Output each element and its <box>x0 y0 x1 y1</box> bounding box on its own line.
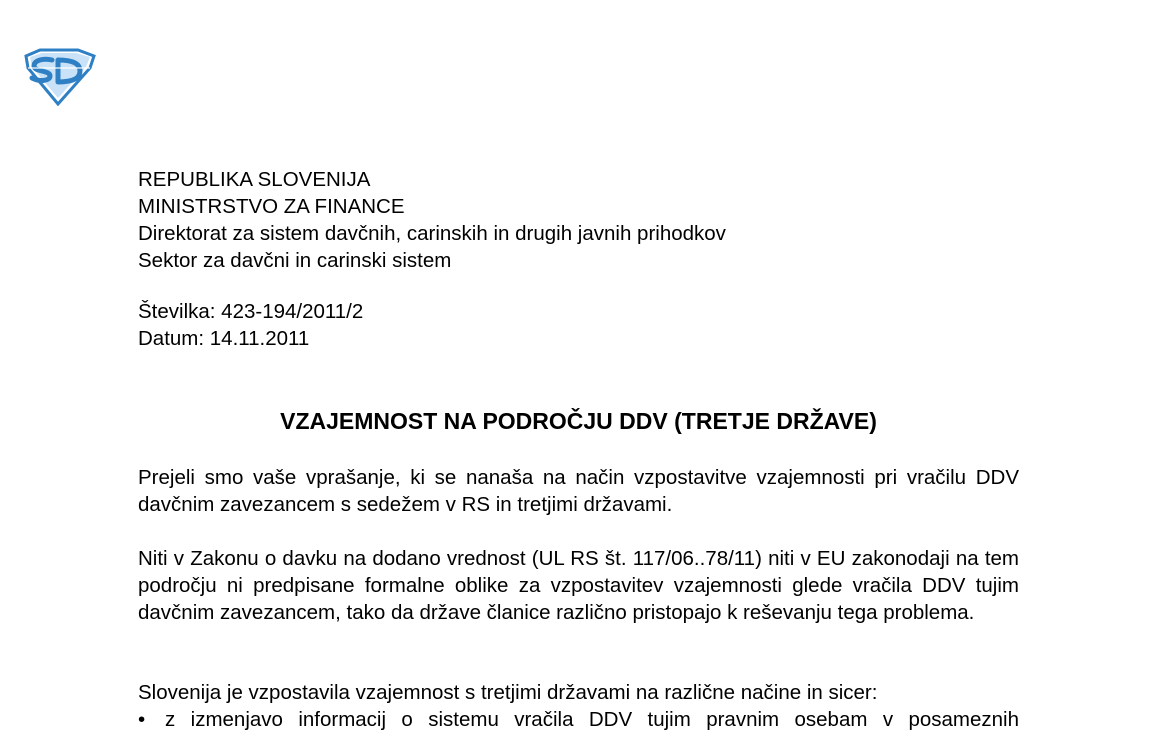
sender-header <box>138 166 726 274</box>
header-directorate: Direktorat za sistem davčnih, carinskih in drugih javnih prihodkov <box>138 222 726 245</box>
header-ministry: MINISTRSTVO ZA FINANCE <box>138 195 405 218</box>
list-item-text: z izmenjavo informacij o sistemu vračila DDV tujim pravnim osebam v posameznih <box>165 708 1019 731</box>
sd-logo-icon <box>22 48 96 106</box>
header-country: REPUBLIKA SLOVENIJA <box>138 168 371 191</box>
paragraph-2: Niti v Zakonu o davku na dodano vrednost (UL RS št. 117/06..78/11) niti v EU zakonodaji na tem področju ni predpisane formalne oblike za vzpostavitev vzajemnosti glede vračila DDV tujim davčnim zavezancem, tako da države članice različno pristopajo k reševanju tega problema. <box>138 547 1019 624</box>
header-sector: Sektor za davčni in carinski sistem <box>138 249 452 272</box>
reference-date: Datum: 14.11.2011 <box>138 327 310 350</box>
paragraph-1: Prejeli smo vaše vprašanje, ki se nanaša na način vzpostavitve vzajemnosti pri vračilu DDV davčnim zavezancem s sedežem v RS in tretjimi državami. <box>138 466 1019 516</box>
reference-number: Številka: 423-194/2011/2 <box>138 300 364 323</box>
bullet-icon: • <box>138 708 146 731</box>
paragraph-3: Slovenija je vzpostavila vzajemnost s tretjimi državami na različne načine in sicer: <box>138 681 878 704</box>
reference-block <box>138 298 363 352</box>
document-title: VZAJEMNOST NA PODROČJU DDV (TRETJE DRŽAVE) <box>280 408 877 434</box>
